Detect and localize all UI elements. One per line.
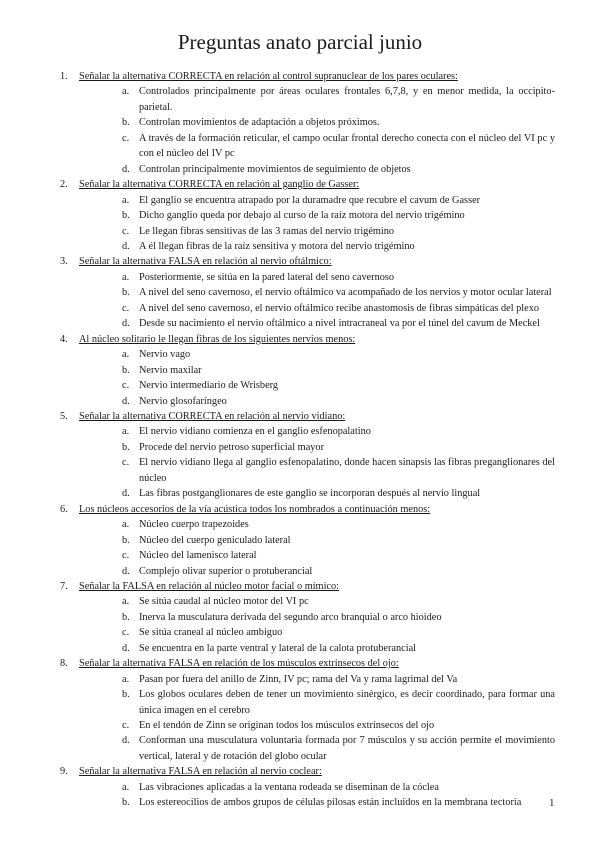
option-letter: a. (122, 194, 130, 206)
option-item (79, 548, 555, 563)
question-item (55, 254, 555, 331)
question-text: Señalar la alternativa FALSA en relación al nervio coclear: (79, 766, 322, 778)
option-letter: d. (122, 395, 130, 407)
option-letter: c. (122, 720, 130, 732)
option-text: Núcleo cuerpo trapezoides (139, 519, 249, 531)
option-item (79, 378, 555, 393)
question-text: Señalar la alternativa CORRECTA en relación al control supranuclear de los pares oculares: (79, 71, 458, 82)
option-item (79, 285, 555, 300)
option-item (79, 625, 555, 640)
option-letter: a. (122, 86, 130, 98)
option-text: Le llegan fibras sensitivas de las 3 ramas del nervio trigémino (139, 225, 395, 237)
option-text: Controlan principalmente movimientos de seguimiento de objetos (139, 163, 411, 175)
option-item (79, 162, 555, 177)
option-list (79, 270, 555, 332)
option-letter: c. (122, 627, 130, 639)
option-text: Controlan movimientos de adaptación a objetos próximos. (139, 117, 380, 129)
option-text: A través de la formación reticular, el campo ocular frontal derecho conecta con el núcleo del VI pc y con el núcleo del IV pc (139, 132, 555, 160)
option-item (79, 239, 555, 254)
option-letter: d. (122, 163, 130, 175)
option-item (79, 84, 555, 115)
question-number: 5. (60, 410, 68, 422)
option-list (79, 780, 555, 811)
option-letter: a. (122, 519, 130, 531)
option-text: Procede del nervio petroso superficial mayor (139, 441, 324, 453)
option-letter: d. (122, 642, 130, 654)
question-item (55, 502, 555, 579)
option-item (79, 208, 555, 223)
option-text: Controlados principalmente por áreas oculares frontales 6,7,8, y en menor medida, la occipito-parietal. (139, 86, 555, 113)
option-letter: c. (122, 550, 130, 562)
option-item (79, 718, 555, 733)
option-text: Desde su nacimiento el nervio oftálmico a nivel intracraneal va por el túnel del cavum de Meckel (139, 318, 540, 330)
option-item (79, 347, 555, 362)
option-item (79, 131, 555, 162)
option-text: Nervio glosofaríngeo (139, 395, 227, 407)
option-text: Nervio intermediario de Wrisberg (139, 380, 279, 392)
option-text: Conforman una musculatura voluntaria formada por 7 músculos y su acción permite el movimiento vertical, lateral y de rotación del globo ocular (139, 735, 555, 762)
option-letter: b. (122, 441, 130, 453)
question-list (55, 69, 555, 811)
option-text: Se sitúa caudal al núcleo motor del VI pc (139, 596, 309, 608)
option-letter: b. (122, 797, 130, 809)
option-item (79, 424, 555, 439)
option-item (79, 270, 555, 285)
option-letter: b. (122, 689, 130, 701)
option-letter: c. (122, 225, 130, 237)
question-item (55, 332, 555, 409)
question-number: 2. (60, 179, 68, 191)
option-text: Dicho ganglio queda por debajo al curso de la raíz motora del nervio trigémino (139, 210, 465, 222)
question-item (55, 69, 555, 177)
option-letter: a. (122, 271, 130, 283)
option-item (79, 455, 555, 486)
option-letter: d. (122, 565, 130, 577)
option-list (79, 594, 555, 656)
option-item (79, 733, 555, 764)
option-item (79, 533, 555, 548)
option-text: El ganglio se encuentra atrapado por la duramadre que recubre el cavum de Gasser (139, 194, 481, 206)
question-item (55, 764, 555, 810)
option-item (79, 564, 555, 579)
option-letter: c. (122, 302, 130, 314)
question-text: Señalar la FALSA en relación al núcleo motor facial o mímico: (79, 580, 340, 592)
option-item (79, 486, 555, 501)
option-text: Núcleo del lamenisco lateral (139, 550, 257, 562)
option-letter: c. (122, 457, 130, 469)
question-text: Señalar la alternativa FALSA en relación de los músculos extrínsecos del ojo: (79, 658, 399, 670)
option-text: Los globos oculares deben de tener un movimiento sinérgico, es decir coordinado, para formar una única imagen en el cerebro (139, 689, 555, 716)
question-number: 9. (60, 766, 68, 778)
option-list (79, 193, 555, 255)
question-number: 3. (60, 256, 68, 268)
option-text: Se sitúa craneal al núcleo ambiguo (139, 627, 283, 639)
option-text: Las vibraciones aplicadas a la ventana rodeada se diseminan de la cóclea (139, 781, 439, 793)
question-number: 1. (60, 71, 68, 82)
option-text: Complejo olivar superior o protuberancial (139, 565, 313, 577)
option-letter: a. (122, 426, 130, 438)
option-letter: b. (122, 534, 130, 546)
option-item (79, 795, 555, 810)
question-text: Señalar la alternativa CORRECTA en relación al nervio vidiano: (79, 410, 346, 422)
option-text: Se encuentra en la parte ventral y lateral de la calota protuberancial (139, 642, 417, 654)
option-list (79, 672, 555, 765)
option-letter: a. (122, 781, 130, 793)
question-item (55, 656, 555, 764)
option-list (79, 424, 555, 501)
option-item (79, 316, 555, 331)
question-number: 6. (60, 503, 68, 515)
option-text: Inerva la musculatura derivada del segundo arco branquial o arco hioideo (139, 611, 442, 623)
option-item (79, 363, 555, 378)
option-item (79, 224, 555, 239)
page-number: 1 (549, 797, 555, 809)
option-text: A nivel del seno cavernoso, el nervio oftálmico recibe anastomosis de fibras simpáticas del plexo (139, 302, 540, 314)
option-letter: d. (122, 240, 130, 252)
option-item (79, 193, 555, 208)
option-letter: b. (122, 210, 130, 222)
page-title: Preguntas anato parcial junio (177, 30, 423, 54)
question-text: Señalar la alternativa CORRECTA en relación al ganglio de Gasser: (79, 179, 360, 191)
option-item (79, 594, 555, 609)
option-list (79, 517, 555, 579)
option-text: Posteriormente, se sitúa en la pared lateral del seno cavernoso (139, 271, 395, 283)
question-item (55, 409, 555, 502)
option-text: Nervio vago (139, 349, 191, 361)
option-text: Nervio maxilar (139, 364, 202, 376)
option-item (79, 687, 555, 718)
option-letter: d. (122, 318, 130, 330)
question-text: Señalar la alternativa FALSA en relación al nervio oftálmico: (79, 256, 332, 268)
option-text: Núcleo del cuerpo geniculado lateral (139, 534, 291, 546)
option-item (79, 394, 555, 409)
option-list (79, 347, 555, 409)
option-letter: a. (122, 596, 130, 608)
option-text: El nervio vidiano comienza en el ganglio esfenopalatino (139, 426, 371, 438)
option-item (79, 672, 555, 687)
option-item (79, 440, 555, 455)
option-item (79, 641, 555, 656)
option-letter: d. (122, 488, 130, 500)
option-text: Las fibras postganglionares de este ganglio se incorporan después al nervio lingual (139, 488, 481, 500)
option-item (79, 115, 555, 130)
question-text: Al núcleo solitario le llegan fibras de los siguientes nervios menos: (79, 333, 356, 345)
option-item (79, 301, 555, 316)
option-text: Los estereocilios de ambos grupos de células pilosas están incluidos en la membrana tectoria (139, 797, 522, 809)
option-list (79, 84, 555, 177)
option-letter: b. (122, 611, 130, 623)
option-letter: a. (122, 673, 130, 685)
option-letter: b. (122, 287, 130, 299)
option-item (79, 610, 555, 625)
question-number: 8. (60, 658, 68, 670)
option-text: A nivel del seno cavernoso, el nervio oftálmico va acompañado de los nervios y motor ocular lateral (139, 287, 552, 299)
option-letter: c. (122, 132, 130, 144)
option-item (79, 780, 555, 795)
option-letter: d. (122, 735, 130, 747)
question-item (55, 579, 555, 656)
option-item (79, 517, 555, 532)
option-text: A él llegan fibras de la raíz sensitiva y motora del nervio trigémino (139, 240, 415, 252)
option-text: Pasan por fuera del anillo de Zinn, IV pc; rama del Va y rama lagrimal del Va (139, 673, 458, 685)
option-letter: b. (122, 364, 130, 376)
question-item (55, 177, 555, 254)
option-letter: b. (122, 117, 130, 129)
question-number: 4. (60, 333, 68, 345)
option-text: El nervio vidiano llega al ganglio esfenopalatino, donde hacen sinapsis las fibras preganglionares del núcleo (139, 457, 555, 484)
option-letter: a. (122, 349, 130, 361)
question-number: 7. (60, 580, 68, 592)
question-text: Los núcleos accesorios de la vía acústica todos los nombrados a continuación menos: (79, 503, 431, 515)
option-letter: c. (122, 380, 130, 392)
option-text: En el tendón de Zinn se originan todos los músculos extrínsecos del ojo (139, 720, 435, 732)
